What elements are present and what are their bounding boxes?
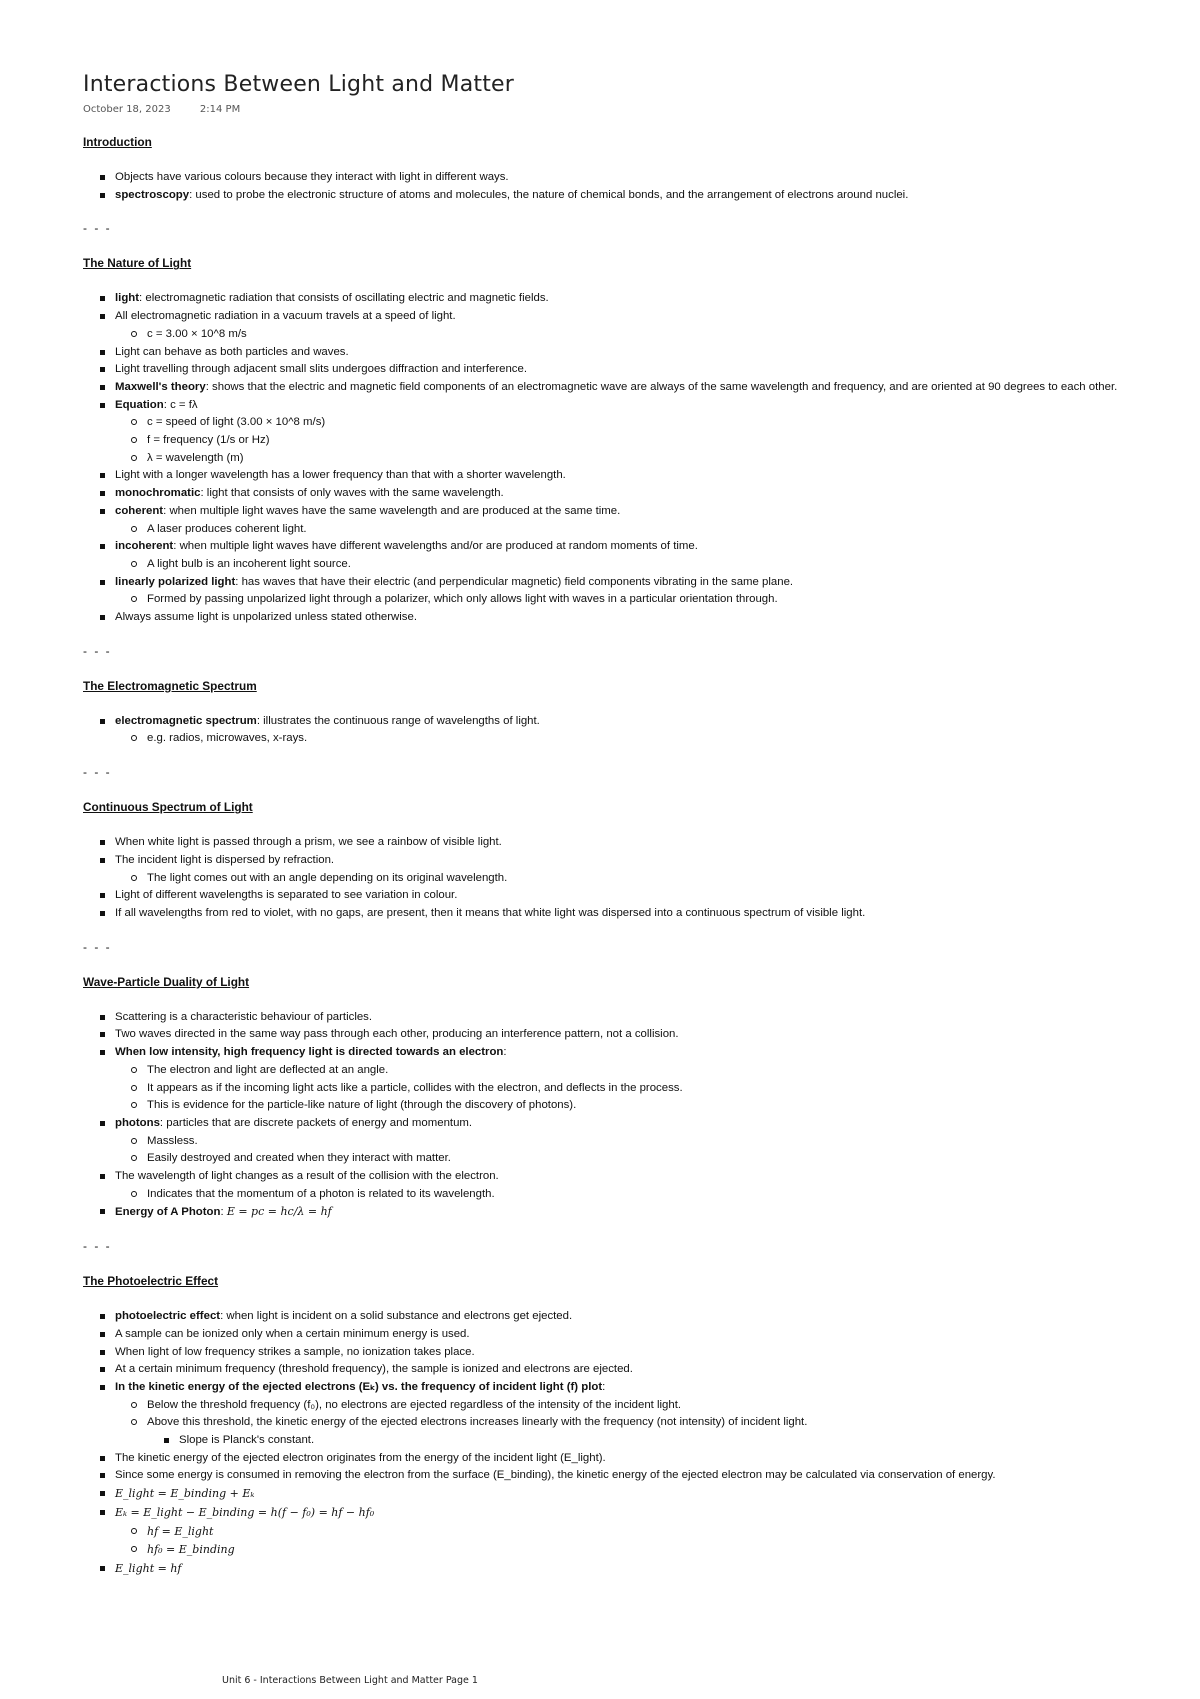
item-text: The electron and light are deflected at an angle. <box>147 1063 389 1076</box>
list-item <box>83 1432 1193 1450</box>
list-item <box>83 1485 1193 1504</box>
page-title: Interactions Between Light and Matter <box>83 72 515 97</box>
term: spectroscopy <box>115 188 190 201</box>
list-item <box>83 1203 1193 1222</box>
item-text: Scattering is a characteristic behaviour of particles. <box>115 1010 373 1023</box>
term: incoherent <box>115 540 174 553</box>
item-text: : <box>503 1046 507 1059</box>
equation: E = pc = hc/λ = hf <box>226 1205 332 1219</box>
term: When low intensity, high frequency light is directed towards an electron <box>115 1046 504 1059</box>
item-text: c = speed of light (3.00 × 10^8 m/s) <box>147 416 326 429</box>
item-text: Always assume light is unpolarized unless stated otherwise. <box>115 611 418 624</box>
list-item <box>83 1414 1193 1432</box>
section-separator: - - - <box>83 765 112 780</box>
list-item <box>83 1344 1193 1362</box>
list-item <box>83 450 1193 468</box>
item-text: Slope is Planck's constant. <box>179 1434 315 1447</box>
list-item <box>83 591 1193 609</box>
bullet-list <box>83 834 1193 923</box>
list-item <box>83 414 1193 432</box>
list-item <box>83 290 1193 308</box>
item-text: Easily destroyed and created when they interact with matter. <box>147 1152 451 1165</box>
list-item <box>83 1397 1193 1415</box>
section-separator: - - - <box>83 939 112 954</box>
list-item <box>83 1379 1193 1397</box>
list-item <box>83 609 1193 627</box>
item-text: Light travelling through adjacent small slits undergoes diffraction and interference. <box>115 363 527 376</box>
list-item <box>83 1080 1193 1098</box>
item-text: : shows that the electric and magnetic field components of an electromagnetic wave are always of the same wavelength and frequency, and are oriented at 90 degrees to each other. <box>205 380 1118 393</box>
list-item <box>83 503 1193 521</box>
item-text: : when light is incident on a solid substance and electrons get ejected. <box>220 1310 573 1323</box>
list-item <box>83 1150 1193 1168</box>
list-item <box>83 538 1193 556</box>
term: Maxwell's theory <box>115 380 206 393</box>
item-text: : particles that are discrete packets of energy and momentum. <box>159 1116 473 1129</box>
term: photoelectric effect <box>115 1310 221 1323</box>
equation: E_light = hf <box>115 1561 182 1575</box>
bullet-list <box>83 713 1193 748</box>
equation: hf₀ = E_binding <box>147 1543 235 1557</box>
list-item <box>83 1450 1193 1468</box>
item-text: Light can behave as both particles and waves. <box>115 345 349 358</box>
list-item <box>83 467 1193 485</box>
list-item <box>83 1523 1193 1542</box>
list-item <box>83 1467 1193 1485</box>
item-text: : when multiple light waves have different wavelengths and/or are produced at random moments of time. <box>173 540 698 553</box>
list-item <box>83 1097 1193 1115</box>
item-text: When light of low frequency strikes a sample, no ionization takes place. <box>115 1345 475 1358</box>
list-item <box>83 1308 1193 1326</box>
list-item <box>83 169 1193 187</box>
list-item <box>83 432 1193 450</box>
list-item <box>83 1361 1193 1379</box>
list-item <box>83 1044 1193 1062</box>
term: linearly polarized light <box>115 575 236 588</box>
page-footer: Unit 6 - Interactions Between Light and Matter Page 1 <box>222 1675 478 1686</box>
item-text: : illustrates the continuous range of wavelengths of light. <box>256 714 540 727</box>
list-item <box>83 1062 1193 1080</box>
list-item <box>83 344 1193 362</box>
section-heading: Wave-Particle Duality of Light <box>83 974 250 989</box>
list-item <box>83 834 1193 852</box>
section-heading: The Electromagnetic Spectrum <box>83 678 257 693</box>
list-item <box>83 556 1193 574</box>
item-text: If all wavelengths from red to violet, with no gaps, are present, then it means that white light was dispersed into a continuous spectrum of visible light. <box>115 906 866 919</box>
item-text: : electromagnetic radiation that consists of oscillating electric and magnetic fields. <box>139 292 549 305</box>
term: coherent <box>115 504 164 517</box>
section-separator: - - - <box>83 221 112 236</box>
item-text: Light with a longer wavelength has a lower frequency than that with a shorter wavelength. <box>115 469 566 482</box>
term: Equation <box>115 398 164 411</box>
list-item <box>83 397 1193 415</box>
item-text: Above this threshold, the kinetic energy of the ejected electrons increases linearly with the frequency (not intensity) of incident light. <box>147 1416 808 1429</box>
list-item <box>83 852 1193 870</box>
list-item <box>83 326 1193 344</box>
note-content <box>83 134 1193 1579</box>
section-heading: Continuous Spectrum of Light <box>83 800 253 815</box>
item-text: : when multiple light waves have the same wavelength and are produced at the same time. <box>163 504 621 517</box>
item-text: e.g. radios, microwaves, x-rays. <box>147 732 308 745</box>
item-text: λ = wavelength (m) <box>147 451 244 464</box>
item-text: : light that consists of only waves with the same wavelength. <box>200 487 504 500</box>
list-item <box>83 1009 1193 1027</box>
item-text: A light bulb is an incoherent light source. <box>147 557 351 570</box>
list-item <box>83 308 1193 326</box>
list-item <box>83 379 1193 397</box>
item-text: : <box>602 1380 606 1393</box>
page-date: October 18, 2023 <box>83 104 171 115</box>
page-meta <box>83 104 266 115</box>
list-item <box>83 870 1193 888</box>
term: Energy of A Photon <box>115 1206 221 1219</box>
list-item <box>83 1504 1193 1523</box>
item-text: Massless. <box>147 1134 198 1147</box>
item-text: : c = fλ <box>163 398 198 411</box>
list-item <box>83 521 1193 539</box>
term: light <box>115 292 140 305</box>
item-text: : <box>220 1206 227 1219</box>
item-text: The light comes out with an angle depending on its original wavelength. <box>147 871 508 884</box>
list-item <box>83 1186 1193 1204</box>
list-item <box>83 1326 1193 1344</box>
list-item <box>83 887 1193 905</box>
list-item <box>83 574 1193 592</box>
item-text: c = 3.00 × 10^8 m/s <box>147 327 247 340</box>
item-text: A laser produces coherent light. <box>147 522 307 535</box>
section-heading: The Nature of Light <box>83 256 192 271</box>
section-heading: Introduction <box>83 135 152 149</box>
list-item <box>83 1541 1193 1560</box>
item-text: A sample can be ionized only when a certain minimum energy is used. <box>115 1327 470 1340</box>
list-item <box>83 1133 1193 1151</box>
list-item <box>83 485 1193 503</box>
bullet-list <box>83 1308 1193 1579</box>
section-separator: - - - <box>83 643 112 658</box>
item-text: When white light is passed through a prism, we see a rainbow of visible light. <box>115 836 502 849</box>
item-text: All electromagnetic radiation in a vacuum travels at a speed of light. <box>115 310 456 323</box>
item-text: : used to probe the electronic structure of atoms and molecules, the nature of chemical bonds, and the arrangement of electrons around nuclei. <box>189 188 909 201</box>
item-text: Light of different wavelengths is separated to see variation in colour. <box>115 889 458 902</box>
list-item <box>83 361 1193 379</box>
term: In the kinetic energy of the ejected electrons (Eₖ) vs. the frequency of incident light (f) plot <box>115 1380 603 1393</box>
equation: Eₖ = E_light − E_binding = h(f − f₀) = hf − hf₀ <box>115 1505 375 1519</box>
equation: E_light = E_binding + Eₖ <box>115 1487 255 1501</box>
list-item <box>83 1115 1193 1133</box>
item-text: Objects have various colours because they interact with light in different ways. <box>115 171 509 183</box>
item-text: : has waves that have their electric (and perpendicular magnetic) field components vibrating in the same plane. <box>235 575 794 588</box>
list-item <box>83 1168 1193 1186</box>
item-text: Formed by passing unpolarized light through a polarizer, which only allows light with waves in a particular orientation through. <box>147 593 778 606</box>
term: monochromatic <box>115 487 201 500</box>
item-text: The kinetic energy of the ejected electron originates from the energy of the incident light (E_light). <box>115 1451 606 1464</box>
item-text: Two waves directed in the same way pass through each other, producing an interference pattern, not a collision. <box>115 1028 679 1041</box>
bullet-list <box>83 169 1193 204</box>
item-text: The wavelength of light changes as a result of the collision with the electron. <box>115 1170 499 1183</box>
equation: hf = E_light <box>147 1524 214 1538</box>
item-text: It appears as if the incoming light acts like a particle, collides with the electron, and deflects in the process. <box>147 1081 683 1094</box>
item-text: The incident light is dispersed by refraction. <box>115 853 335 866</box>
item-text: Below the threshold frequency (f₀), no electrons are ejected regardless of the intensity of the incident light. <box>147 1398 682 1411</box>
section-heading: The Photoelectric Effect <box>83 1274 219 1289</box>
page-time: 2:14 PM <box>199 104 241 115</box>
list-item <box>83 1026 1193 1044</box>
item-text: Since some energy is consumed in removing the electron from the surface (E_binding), the kinetic energy of the ejected electron may be calculated via conservation of energy. <box>115 1469 996 1482</box>
list-item <box>83 1560 1193 1579</box>
bullet-list <box>83 1009 1193 1222</box>
term: electromagnetic spectrum <box>115 714 257 727</box>
item-text: At a certain minimum frequency (threshold frequency), the sample is ionized and electrons are ejected. <box>115 1363 633 1376</box>
item-text: Indicates that the momentum of a photon is related to its wavelength. <box>147 1187 495 1200</box>
list-item <box>83 187 1193 205</box>
item-text: f = frequency (1/s or Hz) <box>147 434 270 447</box>
section-separator: - - - <box>83 1239 112 1254</box>
item-text: This is evidence for the particle-like nature of light (through the discovery of photons). <box>147 1099 577 1112</box>
bullet-list <box>83 290 1193 626</box>
term: photons <box>115 1116 160 1129</box>
list-item <box>83 905 1193 923</box>
list-item <box>83 713 1193 731</box>
list-item <box>83 730 1193 748</box>
